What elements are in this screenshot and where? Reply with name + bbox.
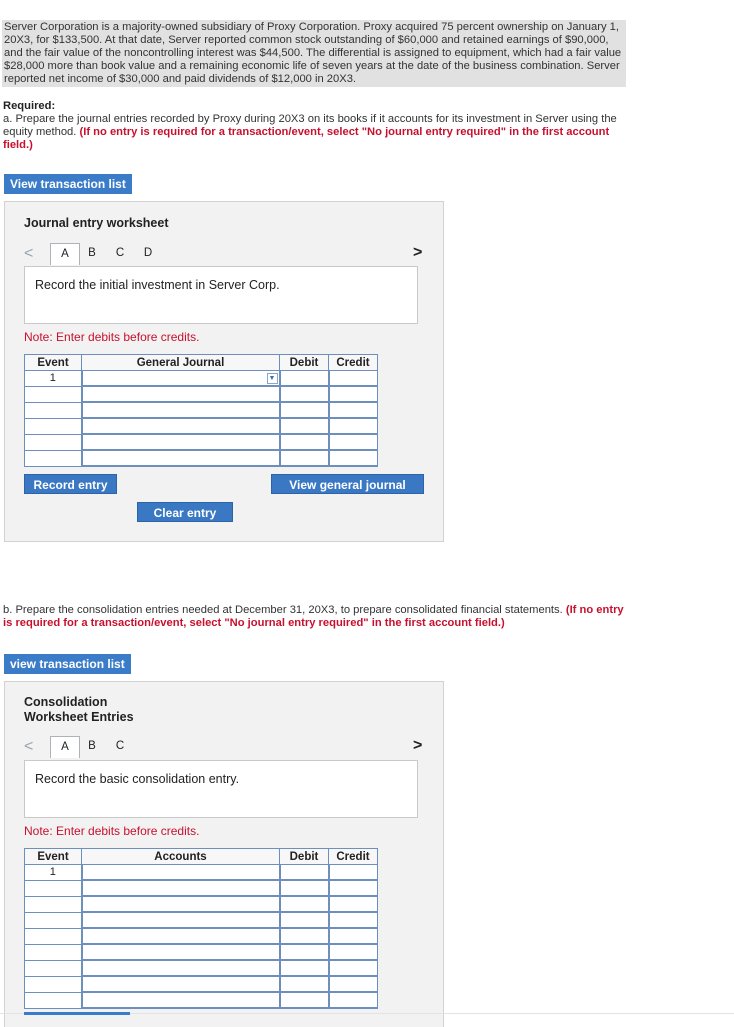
tab-a[interactable]: A [50, 736, 80, 758]
problem-statement: Server Corporation is a majority-owned subsidiary of Proxy Corporation. Proxy acquired 75 percent ownership on January 1, 20X3, for $133,500. At that date, Server reported common stock outstanding of $60,000 and retained earnings of $90,000, and the fair value of the noncontrolling interest was $44,500. The differential is assigned to equipment, which had a fair value $28,000 more than book value and a remaining economic life of seven years at the date of the business combination. Server reported net income of $30,000 and paid dividends of $12,000 in 20X3. [2, 20, 626, 87]
event-cell [25, 896, 82, 912]
instruction-text: Record the basic consolidation entry. [35, 772, 240, 786]
debit-input[interactable] [280, 992, 329, 1008]
journal-entry-worksheet-panel [4, 201, 444, 542]
account-input[interactable] [82, 896, 280, 912]
clear-entry-button[interactable]: Clear entry [137, 502, 233, 522]
event-header: Event [25, 849, 82, 865]
next-arrow-icon[interactable]: > [413, 244, 423, 261]
event-cell [25, 402, 82, 418]
event-cell: 1 [25, 371, 82, 387]
tab-a[interactable]: A [50, 243, 80, 265]
consolidation-title-line1: Consolidation [24, 695, 108, 709]
table-row [25, 371, 378, 387]
part-a-text: a. Prepare the journal entries recorded by Proxy during 20X3 on its books if it accounts for its investment in Server using the equity method. [3, 113, 617, 138]
credit-input[interactable] [329, 450, 378, 466]
debits-note: Note: Enter debits before credits. [24, 824, 200, 838]
debit-input[interactable] [280, 960, 329, 976]
table-row [25, 896, 378, 912]
credit-input[interactable] [329, 434, 378, 450]
event-cell [25, 450, 82, 466]
next-arrow-icon[interactable]: > [413, 737, 423, 754]
credit-input[interactable] [329, 944, 378, 960]
event-cell [25, 386, 82, 402]
debit-input[interactable] [280, 434, 329, 450]
account-input[interactable] [82, 450, 280, 466]
view-general-journal-button[interactable]: View general journal [271, 474, 424, 494]
table-row [25, 944, 378, 960]
consolidation-accounts-table [24, 848, 378, 1009]
credit-input[interactable] [329, 912, 378, 928]
required-section [3, 100, 628, 152]
table-row [25, 865, 378, 881]
event-cell [25, 912, 82, 928]
account-input[interactable] [82, 880, 280, 896]
record-entry-button[interactable]: Record entry [24, 474, 117, 494]
table-row [25, 450, 378, 466]
table-row [25, 434, 378, 450]
instruction-text: Record the initial investment in Server Corp. [35, 278, 280, 292]
tab-d[interactable]: D [143, 247, 153, 259]
event-cell [25, 928, 82, 944]
account-input[interactable] [82, 944, 280, 960]
credit-input[interactable] [329, 418, 378, 434]
instruction-box [24, 760, 418, 818]
event-cell [25, 418, 82, 434]
debit-input[interactable] [280, 418, 329, 434]
view-transaction-list-button-a[interactable]: View transaction list [4, 174, 132, 194]
prev-arrow-icon[interactable]: < [24, 738, 34, 755]
consolidation-title [24, 695, 134, 725]
account-input[interactable] [82, 434, 280, 450]
table-row [25, 976, 378, 992]
event-cell [25, 880, 82, 896]
credit-input[interactable] [329, 371, 378, 387]
credit-input[interactable] [329, 960, 378, 976]
table-row [25, 386, 378, 402]
credit-input[interactable] [329, 992, 378, 1008]
credit-input[interactable] [329, 865, 378, 881]
event-cell [25, 960, 82, 976]
tab-c[interactable]: C [115, 247, 125, 259]
general-journal-table [24, 354, 378, 467]
debit-input[interactable] [280, 386, 329, 402]
prev-arrow-icon[interactable]: < [24, 245, 34, 262]
credit-input[interactable] [329, 402, 378, 418]
table-row [25, 402, 378, 418]
event-cell [25, 976, 82, 992]
instruction-box [24, 266, 418, 324]
table-row [25, 992, 378, 1008]
tab-b[interactable]: B [88, 740, 96, 752]
consolidation-worksheet-panel [4, 681, 444, 1027]
tab-c[interactable]: C [115, 740, 125, 752]
event-cell [25, 944, 82, 960]
credit-input[interactable] [329, 896, 378, 912]
debit-input[interactable] [280, 912, 329, 928]
table-row [25, 928, 378, 944]
debit-input[interactable] [280, 371, 329, 387]
account-input[interactable] [82, 976, 280, 992]
debit-input[interactable] [280, 896, 329, 912]
credit-input[interactable] [329, 386, 378, 402]
credit-input[interactable] [329, 928, 378, 944]
account-input[interactable] [82, 418, 280, 434]
table-row [25, 960, 378, 976]
account-input[interactable] [82, 865, 280, 881]
part-a-note: (If no entry is required for a transaction/event, select "No journal entry required" in the first account field.) [3, 126, 610, 151]
table-row [25, 912, 378, 928]
part-b-note: (If no entry is required for a transaction/event, select "No journal entry required" in the first account field.) [3, 604, 624, 629]
account-input[interactable] [82, 386, 280, 402]
debit-input[interactable] [280, 976, 329, 992]
event-cell: 1 [25, 865, 82, 881]
required-label: Required: [3, 100, 56, 112]
tab-b[interactable]: B [88, 247, 96, 259]
part-b-text: b. Prepare the consolidation entries needed at December 31, 20X3, to prepare consolidated financial statements. [3, 604, 563, 616]
worksheet-title: Journal entry worksheet [24, 216, 169, 230]
credit-input[interactable] [329, 880, 378, 896]
debit-input[interactable] [280, 928, 329, 944]
debit-input[interactable] [280, 944, 329, 960]
chevron-down-icon[interactable]: ▼ [267, 373, 278, 384]
debit-input[interactable] [280, 402, 329, 418]
account-input[interactable] [82, 371, 280, 387]
table-row [25, 418, 378, 434]
account-input[interactable] [82, 992, 280, 1008]
worksheet-tabs [24, 243, 424, 265]
account-input[interactable] [82, 960, 280, 976]
event-cell [25, 434, 82, 450]
account-input[interactable] [82, 928, 280, 944]
credit-header: Credit [329, 355, 378, 371]
debit-input[interactable] [280, 880, 329, 896]
debit-header: Debit [280, 355, 329, 371]
accounts-header: Accounts [82, 849, 280, 865]
account-input[interactable] [82, 912, 280, 928]
event-cell [25, 992, 82, 1008]
table-row [25, 880, 378, 896]
account-input[interactable] [82, 402, 280, 418]
debit-input[interactable] [280, 865, 329, 881]
credit-input[interactable] [329, 976, 378, 992]
consolidation-tabs [24, 736, 424, 758]
debit-input[interactable] [280, 450, 329, 466]
credit-header: Credit [329, 849, 378, 865]
debit-header: Debit [280, 849, 329, 865]
debits-note: Note: Enter debits before credits. [24, 330, 200, 344]
view-transaction-list-button-b[interactable]: view transaction list [4, 654, 131, 674]
part-b-section [3, 604, 628, 630]
account-header: General Journal [82, 355, 280, 371]
consolidation-title-line2: Worksheet Entries [24, 710, 134, 724]
partial-button[interactable] [24, 1012, 130, 1015]
event-header: Event [25, 355, 82, 371]
